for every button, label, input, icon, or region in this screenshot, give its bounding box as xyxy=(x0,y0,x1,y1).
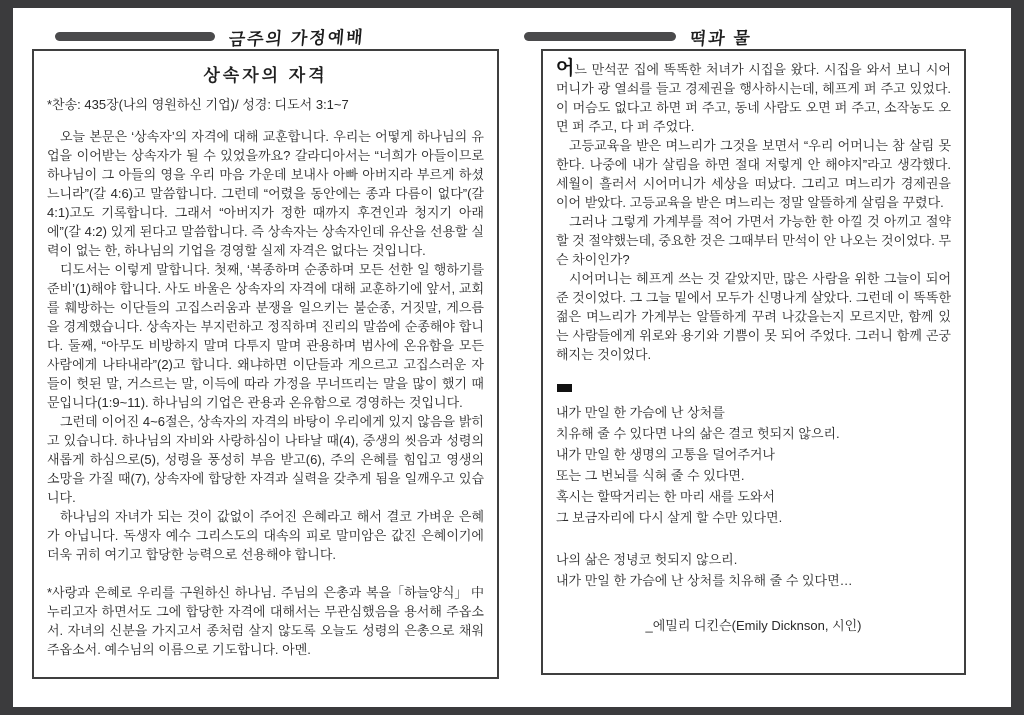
poem-line: 혹시는 할딱거리는 한 마리 새를 도와서 xyxy=(556,489,775,504)
story-column-box xyxy=(541,49,966,675)
poem-line: 치유해 줄 수 있다면 나의 삶은 결코 헛되지 않으리. xyxy=(556,426,840,441)
story-paragraph: 고등교육을 받은 며느리가 그것을 보면서 “우리 어머니는 참 살림 못한다. 나중에 내가 살림을 하면 절대 저렇게 안 해야지”라고 생각했다. 세월이 흘러서 시어머니가 세상을 떠났다. 그리고 며느리가 경제권을 이어 받았다. 고등교육을 받은 며느리는 정말 알뜰하게 살림을 꾸렸다. xyxy=(556,138,951,210)
dropcap-letter: 어 xyxy=(556,58,575,79)
sermon-paragraph: 그런데 이어진 4~6절은, 상속자의 자격의 바탕이 우리에게 있지 않음을 밝히고 있습니다. 하나님의 자비와 사랑하심이 나타날 때(4), 중생의 씻음과 성령의 새롭게 하심으로(5), 성령을 풍성히 부음 받고(6), 주의 은혜를 힘입고 영생의 소망을 가질 때(7), 상속자에 합당한 자격과 실력을 갖추게 됨을 일깨우고 있습니다. xyxy=(47,414,484,505)
hymn-scripture-line: *찬송: 435장(나의 영원하신 기업)/ 성경: 디도서 3:1~7 xyxy=(47,97,349,112)
sermon-paragraph: 오늘 본문은 ‘상속자’의 자격에 대해 교훈합니다. 우리는 어떻게 하나님의 유업을 이어받는 상속자가 될 수 있었을까요? 갈라디아서는 “너희가 아들이므로 하나님이 그 아들의 영을 우리 마음 가운데 보내사 아빠 아버지라 부르게 하셨느니라”(갈 4:6)고 말씀합니다. 그런데 “어렸을 동안에는 종과 다름이 없다”(갈 4:1)고도 기록합니다. 그래서 “아버지가 정한 때까지 후견인과 청지기 아래에”(갈 4:2) 있게 된다고 말씀합니다. 즉 상속자는 상속자인데 유산을 선용할 실력이 없는 한, 하나님의 기업을 경영할 실제 자격은 없다는 것입니다. xyxy=(47,129,484,258)
story-paragraph-text: 느 만석꾼 집에 똑똑한 처녀가 시집을 왔다. 시집을 와서 보니 시어머니가 광 열쇠를 들고 경제권을 행사하시는데, 헤프게 퍼 주고 있었다. 이 머슴도 없다고 하면 퍼 주고, 동네 사람도 오면 퍼 주고, 소작농도 오면 퍼 주고, 다 퍼 주었다. xyxy=(556,62,951,134)
story-paragraph: 그러나 그렇게 가계부를 적어 가면서 가능한 한 아낄 것 아끼고 절약할 것 절약했는데, 중요한 것은 그때부터 만석이 안 나오는 것이었다. 무슨 차이인가? xyxy=(556,214,951,267)
poem-line: 내가 만일 한 가슴에 난 상처를 치유해 줄 수 있다면… xyxy=(556,573,853,588)
story-paragraph: 시어머니는 헤프게 쓰는 것 같았지만, 많은 사람을 위한 그늘이 되어 준 것이었다. 그 그늘 밑에서 모두가 신명나게 살았다. 그런데 이 똑똑한 젊은 며느리가 가계부는 알뜰하게 꾸려 나갔을는지 모르지만, 함께 있는 사람들에게 위로와 용기와 기쁨이 못 되어 주었다. 그러니 함께 곤궁해지는 것이었다. xyxy=(556,271,951,362)
stanza-gap xyxy=(556,528,951,549)
right-page-header xyxy=(524,25,804,47)
poem-line: 또는 그 번뇌를 식혀 줄 수 있다면. xyxy=(556,468,745,483)
poem-divider-bullet xyxy=(557,384,572,392)
prayer-text: *사랑과 은혜로 우리를 구원하신 하나님. 주님의 은총과 복을 누리고자 하면서도 그에 합당한 자격에 대해서는 무관심했음을 용서해 주옵소서. 자녀의 신분을 가지고서 종처럼 살지 않도록 오늘도 성령의 은총으로 채워 주옵소서. 예수님의 이름으로 기도합니다. 아멘. xyxy=(47,585,484,657)
poem-line: 나의 삶은 정녕코 헛되지 않으리. xyxy=(556,552,738,567)
poem-line: 내가 만일 한 생명의 고통을 덜어주거나 xyxy=(556,447,775,462)
poem-attribution: _에밀리 디킨슨(Emily Dicknson, 시인) xyxy=(645,618,862,633)
header-rule-right xyxy=(524,32,676,41)
left-header-script-title: 금주의 가정예배 xyxy=(227,27,366,49)
sermon-title: 상속자의 자격 xyxy=(203,66,328,85)
family-worship-box xyxy=(32,49,499,679)
sermon-paragraph: 하나님의 자녀가 되는 것이 값없이 주어진 은혜라고 해서 결코 가벼운 은혜가 아닙니다. 독생자 예수 그리스도의 대속의 피로 말미암은 값진 은혜이기에 더욱 귀히 여기고 합당한 능력으로 선용해야 합니다. xyxy=(47,509,484,562)
poem-line: 내가 만일 한 가슴에 난 상처를 xyxy=(556,405,725,420)
sermon-paragraph: 디도서는 이렇게 말합니다. 첫째, ‘복종하며 순종하며 모든 선한 일 행하기를 준비’(1)해야 합니다. 사도 바울은 상속자의 자격에 대해 교훈하기에 앞서, 교회를 훼방하는 이단들의 고집스러움과 분쟁을 일으키는 불순종, 거짓말, 게으름을 경계했습니다. 상속자는 부지런하고 정직하며 진리의 말씀에 순종해야 합니다. 둘째, “아무도 비방하지 말며 다투지 말며 관용하며 범사에 온유함을 모든 사람에게 나타내라”(2)고 합니다. 왜냐하면 이단들과 게으르고 고집스러운 자들이 헛된 말, 거스르는 말, 이득에 따라 가정을 무너뜨리는 말을 많이 했기 때문입니다(1:9~11). 하나님의 기업은 관용과 온유함으로 경영하는 것입니다. xyxy=(47,262,484,410)
right-header-script-title: 떡과 물 xyxy=(688,27,753,49)
header-rule-left xyxy=(55,32,215,41)
left-page-header xyxy=(55,25,395,47)
poem-line: 그 보금자리에 다시 살게 할 수만 있다면. xyxy=(556,510,783,525)
story-paragraph xyxy=(556,59,951,136)
closing-prayer xyxy=(47,583,484,659)
source-reference: 「하늘양식」 中 xyxy=(391,585,484,600)
